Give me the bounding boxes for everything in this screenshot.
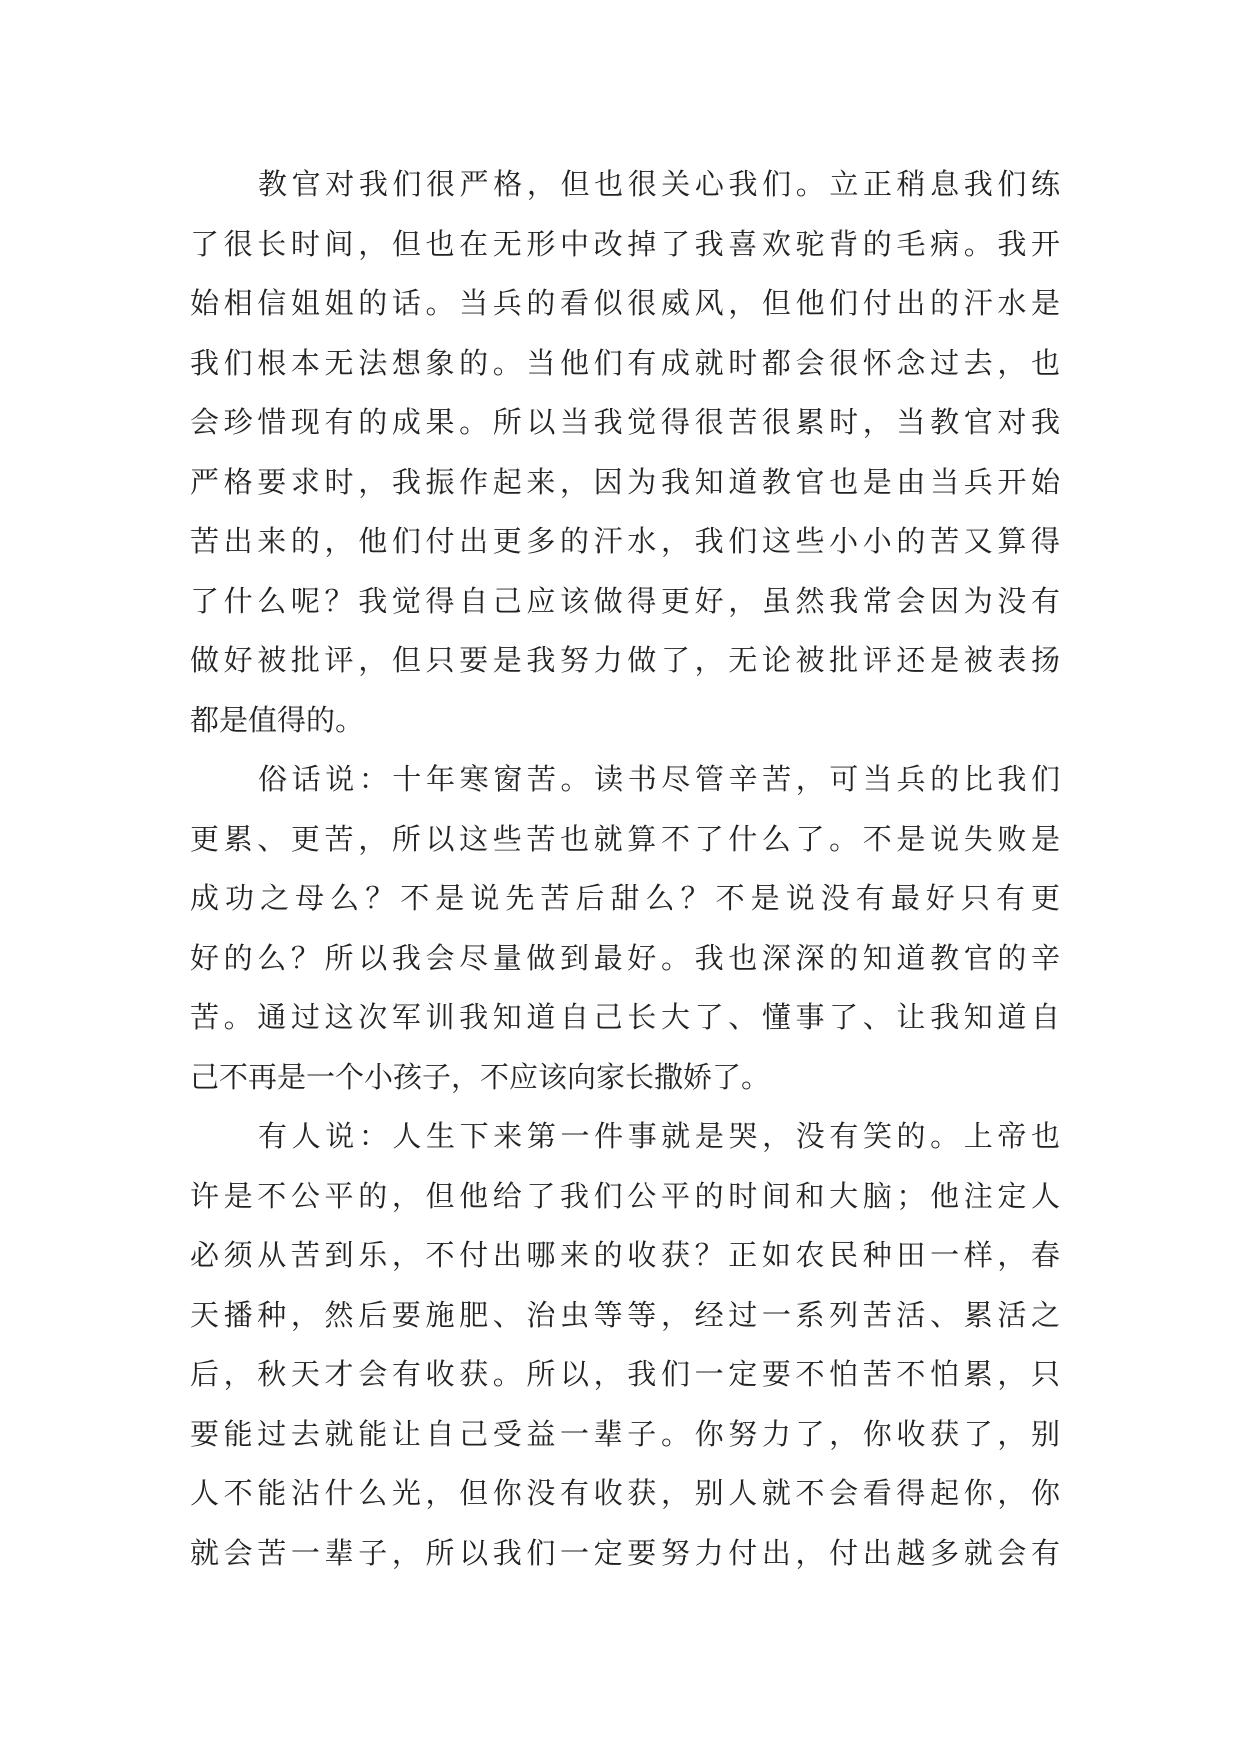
text-line: 苦。通过这次军训我知道自己长大了、懂事了、让我知道自	[190, 1000, 1060, 1034]
text-line: 会珍惜现有的成果。所以当我觉得很苦很累时，当教官对我	[190, 405, 1060, 439]
text-line: 就会苦一辈子，所以我们一定要努力付出，付出越多就会有	[190, 1535, 1060, 1570]
text-line: 天播种，然后要施肥、治虫等等，经过一系列苦活、累活之	[190, 1297, 1060, 1332]
text-line: 俗话说：十年寒窗苦。读书尽管辛苦，可当兵的比我们	[258, 762, 1060, 796]
paragraph-2	[190, 750, 1060, 1107]
text-line: 成功之母么？不是说先苦后甜么？不是说没有最好只有更	[190, 881, 1060, 915]
text-line: 严格要求时，我振作起来，因为我知道教官也是由当兵开始	[190, 464, 1060, 499]
text-line: 苦出来的，他们付出更多的汗水，我们这些小小的苦又算得	[190, 524, 1060, 558]
text-line: 更累、更苦，所以这些苦也就算不了什么了。不是说失败是	[190, 821, 1060, 856]
text-line: 人不能沾什么光，但你没有收获，别人就不会看得起你，你	[190, 1476, 1060, 1510]
text-line: 了什么呢？我觉得自己应该做得更好，虽然我常会因为没有	[190, 583, 1060, 618]
text-line: 许是不公平的，但他给了我们公平的时间和大脑；他注定人	[190, 1178, 1060, 1213]
text-line: 有人说：人生下来第一件事就是哭，没有笑的。上帝也	[258, 1119, 1060, 1153]
text-line: 必须从苦到乐，不付出哪来的收获？正如农民种田一样，春	[190, 1238, 1060, 1272]
text-line: 教官对我们很严格，但也很关心我们。立正稍息我们练	[258, 167, 1060, 201]
text-line: 始相信姐姐的话。当兵的看似很威风，但他们付出的汗水是	[190, 286, 1060, 320]
text-line: 后，秋天才会有收获。所以，我们一定要不怕苦不怕累，只	[190, 1357, 1060, 1391]
text-line: 都是值得的。	[190, 702, 365, 737]
text-line: 做好被批评，但只要是我努力做了，无论被批评还是被表扬	[190, 643, 1060, 677]
text-line: 好的么？所以我会尽量做到最好。我也深深的知道教官的辛	[190, 940, 1060, 975]
paragraph-3	[190, 1107, 1060, 1583]
paragraph-1	[190, 155, 1060, 750]
text-line: 要能过去就能让自己受益一辈子。你努力了，你收获了，别	[190, 1416, 1060, 1451]
body-text	[190, 155, 1060, 1583]
text-line: 了很长时间，但也在无形中改掉了我喜欢驼背的毛病。我开	[190, 226, 1060, 261]
text-line: 己不再是一个小孩子，不应该向家长撒娇了。	[190, 1059, 771, 1094]
text-line: 我们根本无法想象的。当他们有成就时都会很怀念过去，也	[190, 345, 1060, 380]
